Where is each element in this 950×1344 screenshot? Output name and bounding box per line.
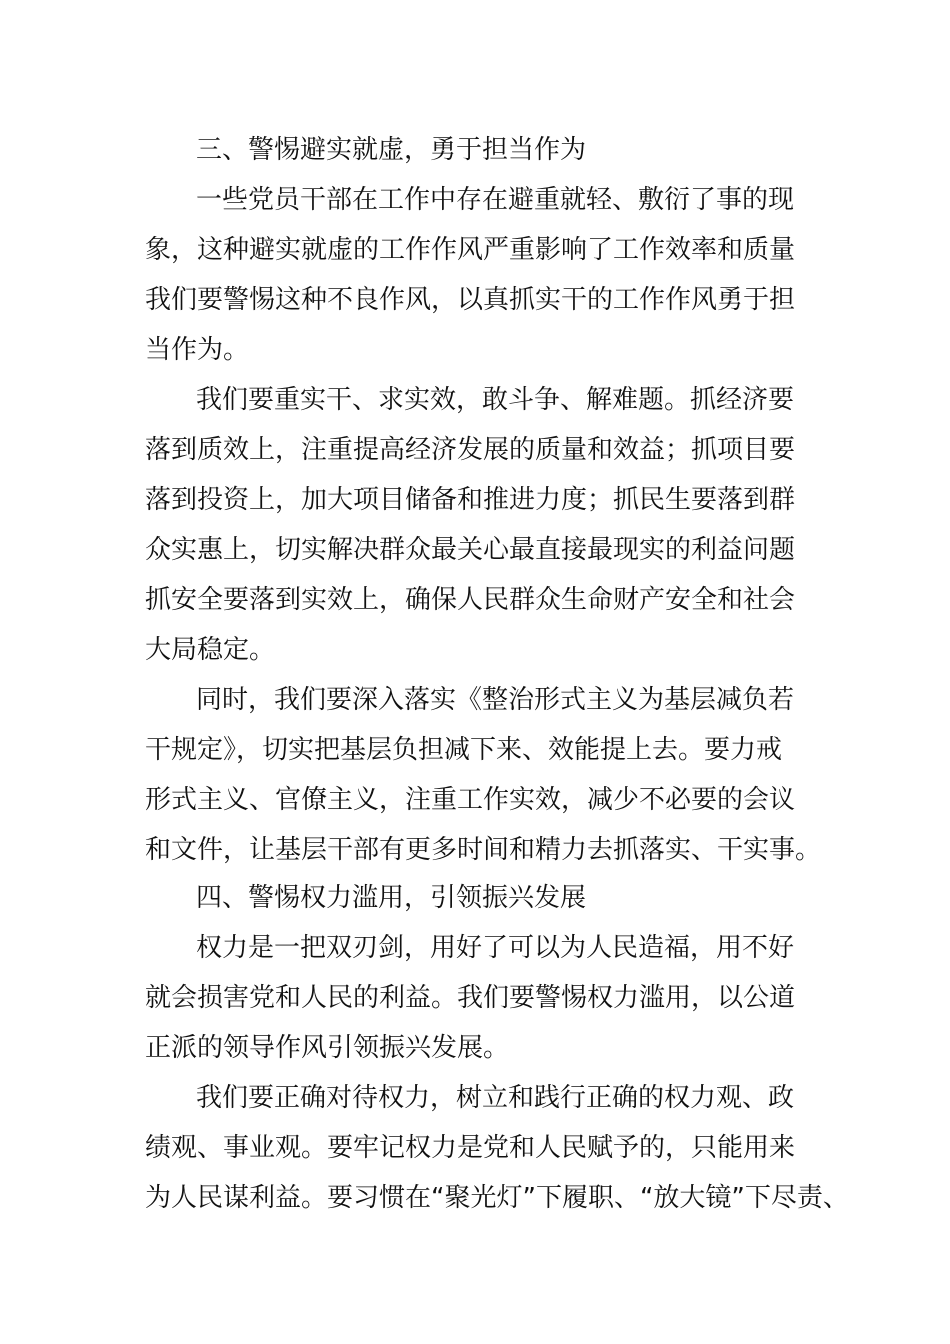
text-line: 众实惠上，切实解决群众最关心最直接最现实的利益问题	[145, 535, 796, 565]
section-heading-4: 四、警惕权力滥用，引领振兴发展	[196, 883, 587, 913]
text-line: 象，这种避实就虚的工作作风严重影响了工作效率和质量	[145, 235, 796, 265]
text-line: 我们要正确对待权力，树立和践行正确的权力观、政	[196, 1083, 795, 1113]
text-line: 正派的领导作风引领振兴发展。	[145, 1033, 510, 1063]
text-line: 绩观、事业观。要牢记权力是党和人民赋予的，只能用来	[145, 1133, 796, 1163]
text-line: 大局稳定。	[145, 635, 276, 665]
text-line: 形式主义、官僚主义，注重工作实效，减少不必要的会议	[145, 785, 796, 815]
text-line: 当作为。	[145, 335, 250, 365]
text-line: 和文件，让基层干部有更多时间和精力去抓落实、干实事。	[145, 835, 822, 865]
text-line: 抓安全要落到实效上，确保人民群众生命财产安全和社会	[145, 585, 796, 615]
text-line: 落到投资上，加大项目储备和推进力度；抓民生要落到群	[145, 485, 796, 515]
text-line: 落到质效上，注重提高经济发展的质量和效益；抓项目要	[145, 435, 796, 465]
text-line: 就会损害党和人民的利益。我们要警惕权力滥用，以公道	[145, 983, 796, 1013]
text-line: 一些党员干部在工作中存在避重就轻、敷衍了事的现	[196, 185, 795, 215]
section-heading-3: 三、警惕避实就虚，勇于担当作为	[196, 135, 587, 165]
text-line: 我们要重实干、求实效，敢斗争、解难题。抓经济要	[196, 385, 795, 415]
text-line: 干规定》，切实把基层负担减下来、效能提上去。要力戒	[145, 735, 783, 765]
text-line: 权力是一把双刃剑，用好了可以为人民造福，用不好	[196, 933, 795, 963]
text-line: 为人民谋利益。要习惯在“聚光灯”下履职、“放大镜”下尽责、	[145, 1183, 849, 1213]
text-line: 我们要警惕这种不良作风，以真抓实干的工作作风勇于担	[145, 285, 796, 315]
text-line: 同时，我们要深入落实《整治形式主义为基层减负若	[196, 685, 795, 715]
